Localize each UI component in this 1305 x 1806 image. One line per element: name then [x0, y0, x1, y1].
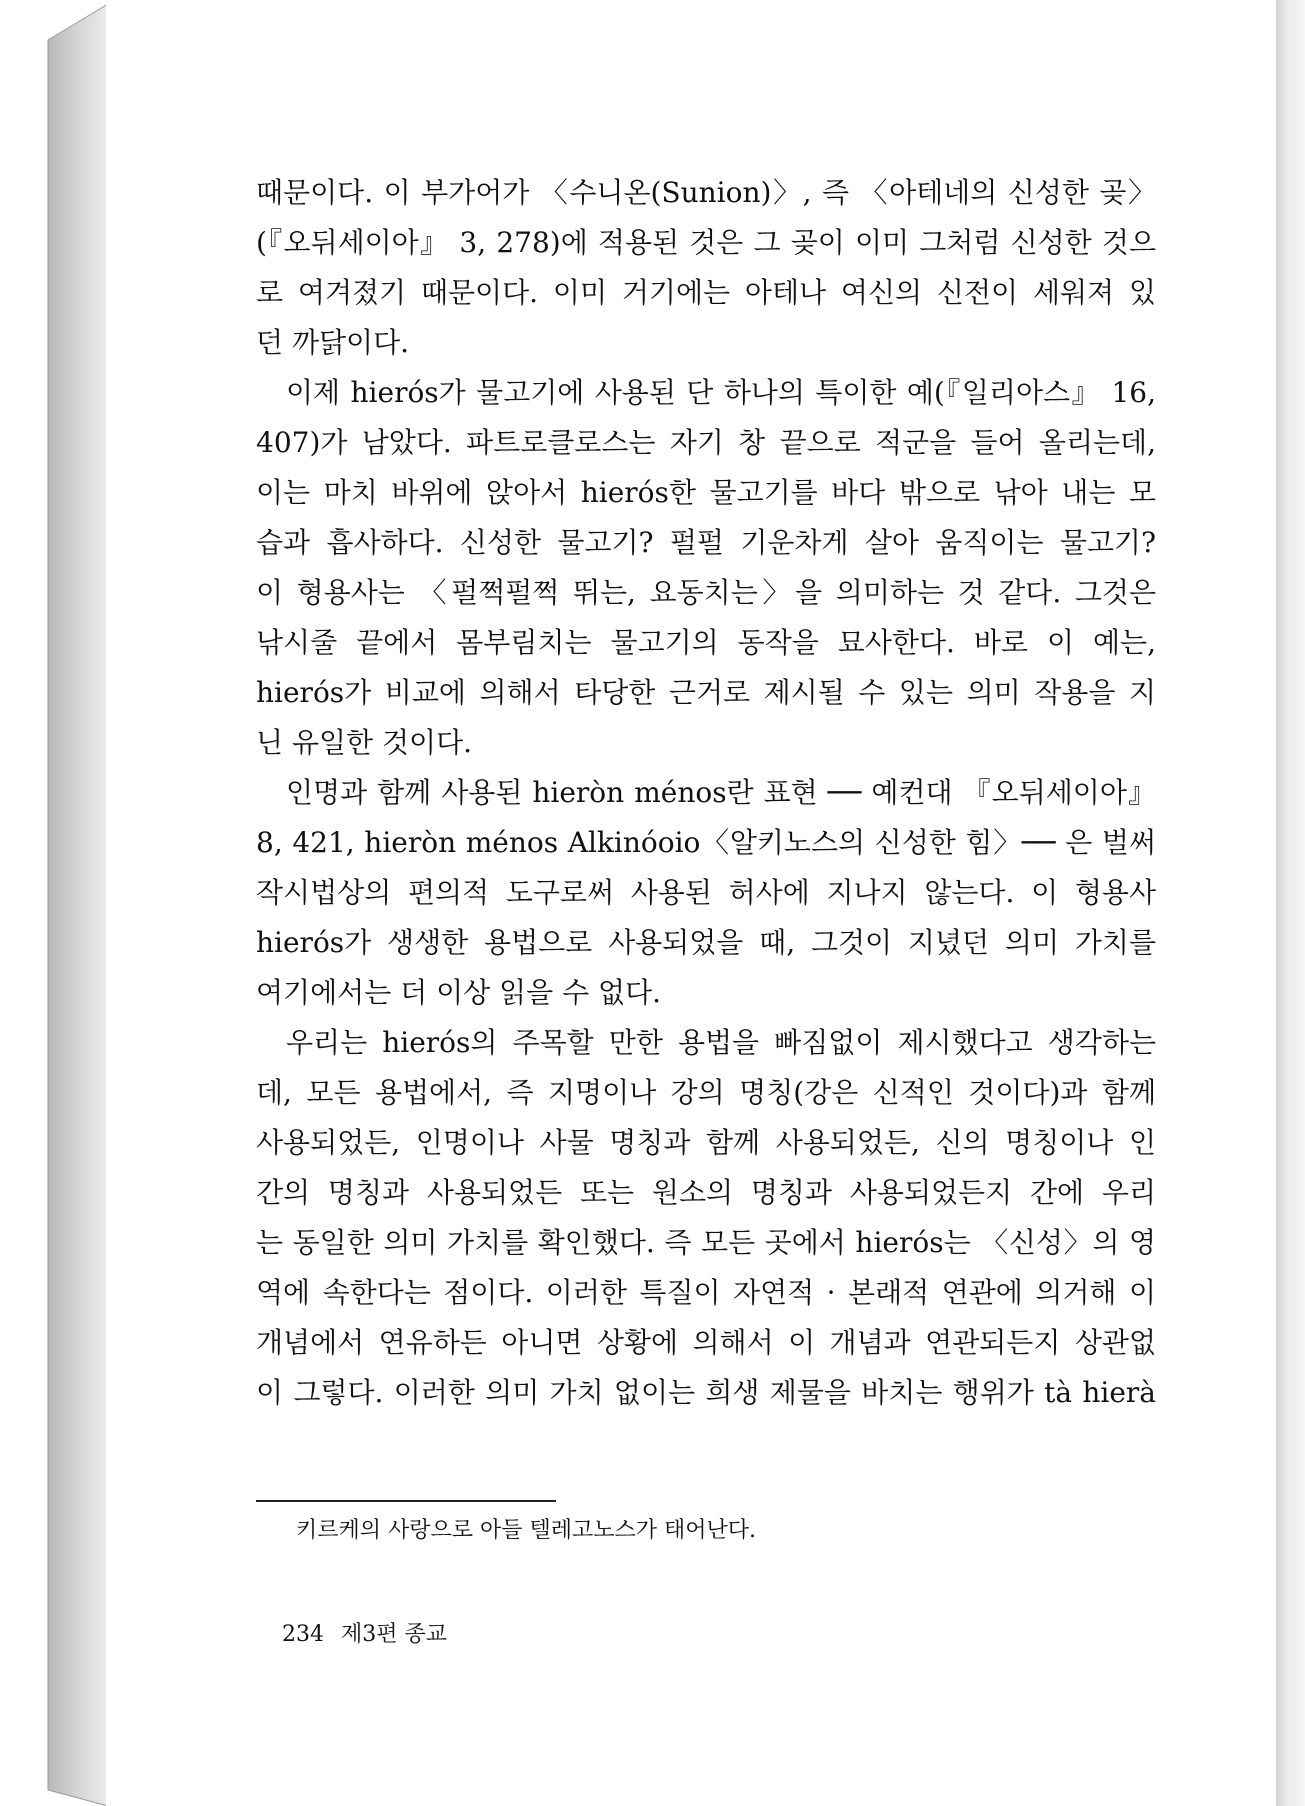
- body-line: 간의 명칭과 사용되었든 또는 원소의 명칭과 사용되었든지 간에 우리: [256, 1176, 1156, 1209]
- page-right-edge: [1275, 0, 1305, 1806]
- body-line: 우리는 hierós의 주목할 만한 용법을 빠짐없이 제시했다고 생각하는: [286, 1026, 1156, 1059]
- body-line: (『오뒤세이아』 3, 278)에 적용된 것은 그 곶이 이미 그처럼 신성한 것으: [256, 226, 1156, 259]
- body-line: 여기에서는 더 이상 읽을 수 없다.: [256, 976, 662, 1009]
- book-spine-edge: [0, 0, 110, 1806]
- body-line: 사용되었든, 인명이나 사물 명칭과 함께 사용되었든, 신의 명칭이나 인: [256, 1126, 1156, 1159]
- body-line: 때문이다. 이 부가어가 〈수니온(Sunion)〉, 즉 〈아테네의 신성한 곶〉: [256, 176, 1156, 209]
- body-line: 는 동일한 의미 가치를 확인했다. 즉 모든 곳에서 hierós는 〈신성〉의 영: [256, 1226, 1156, 1259]
- body-line: 낚시줄 끝에서 몸부림치는 물고기의 동작을 묘사한다. 바로 이 예는,: [256, 626, 1156, 659]
- page-number: 234: [282, 1622, 324, 1647]
- body-line: 이 그렇다. 이러한 의미 가치 없이는 희생 제물을 바치는 행위가 tà hierà: [256, 1376, 1156, 1409]
- body-line: 던 까닭이다.: [256, 326, 410, 359]
- body-line: 407)가 남았다. 파트로클로스는 자기 창 끝으로 적군을 들어 올리는데,: [256, 426, 1156, 459]
- body-line: 역에 속한다는 점이다. 이러한 특질이 자연적 · 본래적 연관에 의거해 이: [256, 1276, 1156, 1309]
- footnote-divider: [256, 1500, 556, 1502]
- body-line: hierós가 비교에 의해서 타당한 근거로 제시될 수 있는 의미 작용을 지: [256, 676, 1156, 709]
- body-line: hierós가 생생한 용법으로 사용되었을 때, 그것이 지녔던 의미 가치를: [256, 926, 1156, 959]
- body-line: 습과 흡사하다. 신성한 물고기? 펄펄 기운차게 살아 움직이는 물고기?: [256, 526, 1156, 559]
- running-section: 제3편 종교: [341, 1622, 447, 1647]
- body-line: 이 형용사는 〈펄쩍펄쩍 뛰는, 요동치는〉을 의미하는 것 같다. 그것은: [256, 576, 1156, 609]
- body-line: 작시법상의 편의적 도구로써 사용된 허사에 지나지 않는다. 이 형용사: [256, 876, 1156, 909]
- body-line: 개념에서 연유하든 아니면 상황에 의해서 이 개념과 연관되든지 상관없: [256, 1326, 1156, 1359]
- body-line: 데, 모든 용법에서, 즉 지명이나 강의 명칭(강은 신적인 것이다)과 함께: [256, 1076, 1156, 1109]
- page-footer: [282, 1618, 457, 1652]
- body-line: 8, 421, hieròn ménos Alkinóoio〈알키노스의 신성한 힘〉── 은 벌써: [256, 826, 1156, 859]
- body-line: 인명과 함께 사용된 hieròn ménos란 표현 ── 예컨대 『오뒤세이아』: [286, 776, 1156, 809]
- footnote: 키르케의 사랑으로 아들 텔레고노스가 태어난다.: [296, 1518, 757, 1543]
- body-line: 이는 마치 바위에 앉아서 hierós한 물고기를 바다 밖으로 낚아 내는 모: [256, 476, 1156, 509]
- body-line: 로 여겨졌기 때문이다. 이미 거기에는 아테나 여신의 신전이 세워져 있: [256, 276, 1156, 309]
- body-text: [256, 168, 1156, 1418]
- body-line: 이제 hierós가 물고기에 사용된 단 하나의 특이한 예(『일리아스』 16,: [286, 376, 1156, 409]
- body-line: 닌 유일한 것이다.: [256, 726, 473, 759]
